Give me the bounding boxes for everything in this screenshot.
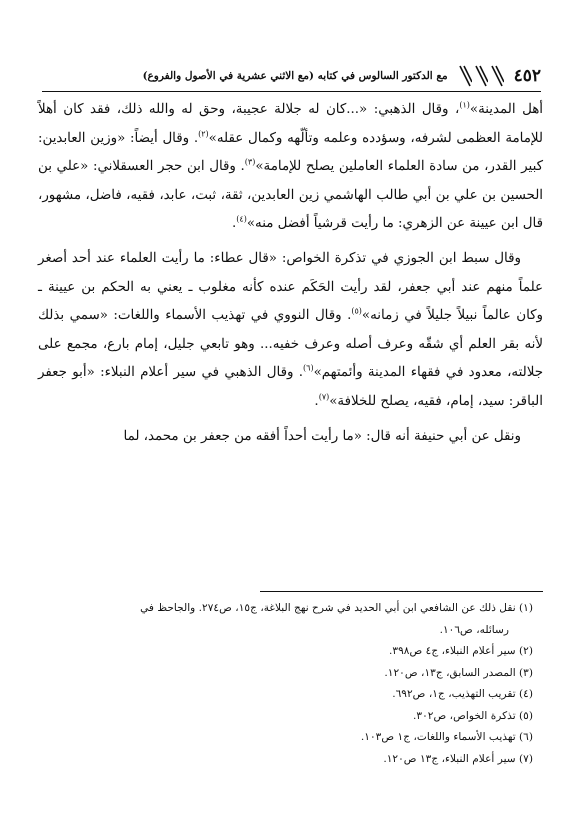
footnote: (٧) سير أعلام النبلاء، ج١٣ ص١٢٠.: [383, 752, 533, 765]
paragraph-1: [38, 96, 543, 239]
footnote-ref[interactable]: (٥): [351, 306, 362, 316]
footnote: (١) نقل ذلك عن الشافعي ابن أبي الحديد في شرح نهج البلاغة، ج١٥، ص٢٧٤. والجاحظ في: [140, 602, 533, 614]
footnote: (٢) سير أعلام النبلاء، ج٤ ص٣٩٨.: [389, 645, 533, 657]
text-run: ونقل عن أبي حنيفة أنه قال: «ما رأيت أحداً أفقه من جعفر بن محمد، لما: [123, 428, 521, 444]
text-run: . وقال النووي في تهذيب الأسماء واللغات: «سمي بذلك لأنه بقر العلم أي شقّه وعرف أصله وعرف خفيه... وهو تابعي جليل، إمام بارع، مجمع على جلالته، معدود في فقهاء المدينة وأئمتهم»: [38, 308, 543, 381]
footnote-continuation: رسائله، ص١٠٦.: [439, 623, 509, 636]
footnote-ref[interactable]: (٤): [236, 214, 247, 224]
text-run: . وقال الذهبي في سير أعلام النبلاء: «أبو جعفر الباقر: سيد، إمام، فقيه، يصلح للخلافة»: [38, 365, 543, 409]
text-run: . وقال أيضاً: «وزين العابدين: كبير القدر، من سادة العلماء العاملين يصلح للإمامة»: [38, 130, 543, 175]
footnote-rule: [260, 591, 543, 592]
main-text: [38, 96, 543, 451]
running-title: مع الدكتور السالوس في كتابه (مع الاثني عشرية في الأصول والفروع): [142, 70, 448, 82]
text-run: وقال سبط ابن الجوزي في تذكرة الخواص: «قال عطاء: ما رأيت العلماء عند أحد أصغر علماً منهم عند أبي جعفر، لقد رأيت الحَكَم عنده كأنه مغلوب ـ يعني به الحكم بن عيينة ـ وكان عالماً نبيلاً جليلاً في زمانه»: [38, 250, 543, 324]
text-run: ، وقال الذهبي: «...كان له جلالة عجيبة، وحق له والله ذلك، فقد كان أهلاً للإمامة العظمى لشرفه، وسؤدده وعلمه وتألّهه وكمال عقله»: [38, 102, 543, 146]
footnote: (٣) المصدر السابق، ج١٣، ص١٢٠.: [384, 666, 533, 679]
footnote: (٥) تذكرة الخواص، ص٣٠٢.: [413, 709, 533, 722]
header-rule: [42, 91, 541, 92]
footnote: (٤) تقريب التهذيب، ج١، ص٦٩٢.: [392, 688, 533, 700]
footnote-ref[interactable]: (١): [459, 100, 470, 110]
footnotes: [38, 598, 543, 770]
text-run: أهل المدينة»: [469, 102, 544, 117]
page-header: [42, 64, 541, 88]
paragraph-2: [38, 245, 543, 417]
footnote: (٦) تهذيب الأسماء واللغات، ج١ ص١٠٣.: [360, 731, 533, 743]
footnote-ref[interactable]: (٧): [318, 392, 330, 402]
text-run: .: [314, 393, 319, 409]
text-run: .: [232, 216, 237, 232]
header-ornament-icon: [458, 64, 504, 88]
footnote-ref[interactable]: (٢): [198, 129, 209, 139]
page-number: ٤٥٢: [513, 66, 541, 86]
text-run: . وقال ابن حجر العسقلاني: «علي بن الحسين بن علي بن أبي طالب الهاشمي زين العابدين، ثقة، ثبت، عابد، فقيه، فاضل، مشهور، قال ابن عيينة عن الزهري: ما رأيت قرشياً أفضل منه»: [38, 159, 543, 232]
footnote-ref[interactable]: (٦): [303, 363, 314, 373]
paragraph-3: [38, 423, 543, 452]
footnote-ref[interactable]: (٣): [244, 157, 256, 167]
